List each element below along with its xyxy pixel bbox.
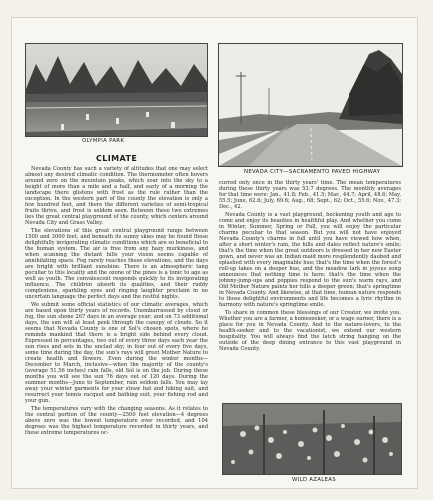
climate-paragraph-4: The temperatures vary with the changing seasons. As it relates to the central portion of the county—2500 feet elevation—4 degrees above zero was the lowest temperature ever recorded, and 104 degrees was the highest temperature recorded in thirty years, and these extreme temperatures oc- (25, 406, 208, 436)
right-text-column (219, 180, 401, 400)
highway-photo (218, 43, 403, 167)
highway-image (219, 44, 402, 166)
brochure-page (12, 18, 417, 488)
section-title: CLIMATE (96, 154, 138, 163)
playground-paragraph: Nevada County is a vast playground, beckoning youth and age to come and enjoy its beauties in healthful play. And whether you come in Winter, Summer, Spring or Fall, you will enjoy the particular charms peculiar to that season. But you will not have enjoyed Nevada County's charms in full until you have viewed how when, after a short winter's rain, the hills and dales reflect nature's smile; that's the time when the great outdoors is dressed in her new Easter gown, and never was an Indian maid more resplendently daubed and splashed with every imaginable hue; that's the time when the forest's roll-up takes on a deeper hue, and the meadow lark in joyous song announces that nothing time is here; that's the time when the johnny-jump-ups and poppies respond to the sun's warm rays, and Old Mother Nature paints her hills a deeper green; that's springtime in Nevada County. And likewise, at that time, human nature responds to those delightful environments and life becomes a lyric rhythm in harmony with nature's springtime smile. (219, 212, 401, 308)
climate-paragraph-1: Nevada County has such a variety of altitudes that one may select almost any desired climatic condition. The thermometer often hovers around zero on the mountain peaks, which soar into the sky to a height of more than a mile and a half, and early of a morning the landscape there glistens with frost as the rule rather than the exception. In the western part of the county the elevation is only a few hundred feet, and there the different varieties of semi-tropical fruits thrive, and frost is seldom seen. Between these two extremes lies the great central playground of the county, which centers around Nevada City and Grass Valley. (25, 166, 208, 226)
wild-azaleas-image (223, 404, 401, 474)
olympia-park-image (26, 44, 207, 136)
climate-paragraph-2: The elevations of this great central playground range between 1500 and 3000 feet, and beneath its sunny skies may be found those delightfully invigorating climatic conditions which are so beneficial to the human system. The air is free from any hazy murkiness, and when scanning the distant hills your vision seems capable of annihilating space. Fog rarely reaches these elevations, and the days are bright with brilliant sunshine. There is an atmospheric tang peculiar to this locality and the ozone of the pines is a tonic to age as well as youth. The convalescent responds quickly to its invigorating influence. The children absorb its qualities, and their ruddy complexions, sparkling eyes and ringing laughter proclaim in no uncertain language the perfect days and the restful nights. (25, 228, 208, 300)
highway-caption: NEVADA CITY—SACRAMENTO PAVED HIGHWAY (244, 169, 381, 175)
olympia-park-photo (25, 43, 208, 137)
wild-azaleas-photo (222, 403, 402, 475)
olympia-park-caption: OLYMPIA PARK (82, 138, 125, 144)
invitation-paragraph: To share in common these blessings of our Creator, we invite you. Whether you are a farmer, a homeseeker, or a wage earner, there is a place for you in Nevada County. And to the nature-lovers, to the health-seeker and to the vacationist, we extend our western hospitality. You will always find the latch string hanging on the outside of the deep dining entrance to this vast playground in Nevada County. (219, 310, 401, 352)
climate-paragraph-3: We submit some official statistics of our climatic averages, which are based upon thirty years of records. Unembarrassed by cloud or fog, the sun shone 267 days in an average year; and on 73 additional days, the sun will at least peek through the canopy of clouds. So it seems that Nevada County is one of Sol's chosen spots, where he reminds mankind that there is a bright side behind every cloud. Expressed in percentages, two out of every three days each year the sun rises and sets in the unclad sky; in four out of every five days, some time during the day, the sun's rays will greet Mother Nature to create health and flowers. Even during the winter months—December to March, inclusive—when the majority of the county's (average 51.56 inches) rain falls, old Sol is on the job. During these months you will see the sun 76 days out of 120 days. During the summer months—June to September, rain seldom falls. You may lay away your winter garments for your straw hat and hiking suit, and resurrect your tennis racquet and bathing suit, your fishing rod and your gun. (25, 302, 208, 404)
wild-azaleas-caption: WILD AZALEAS (292, 477, 336, 483)
temperature-paragraph: curred only once in the thirty years' time. The mean temperatures during these thirty years was 53.7 degrees. The monthly averages for that time were: Jan., 41.8; Feb., 41.5; Mar., 44.7; April, 48.6; May, 55.5; June, 62.6; July, 69.6; Aug., 68; Sept., 62; Oct., 55.6; Nov., 47.3; Dec., 42. (219, 180, 401, 210)
left-text-column (25, 166, 208, 488)
